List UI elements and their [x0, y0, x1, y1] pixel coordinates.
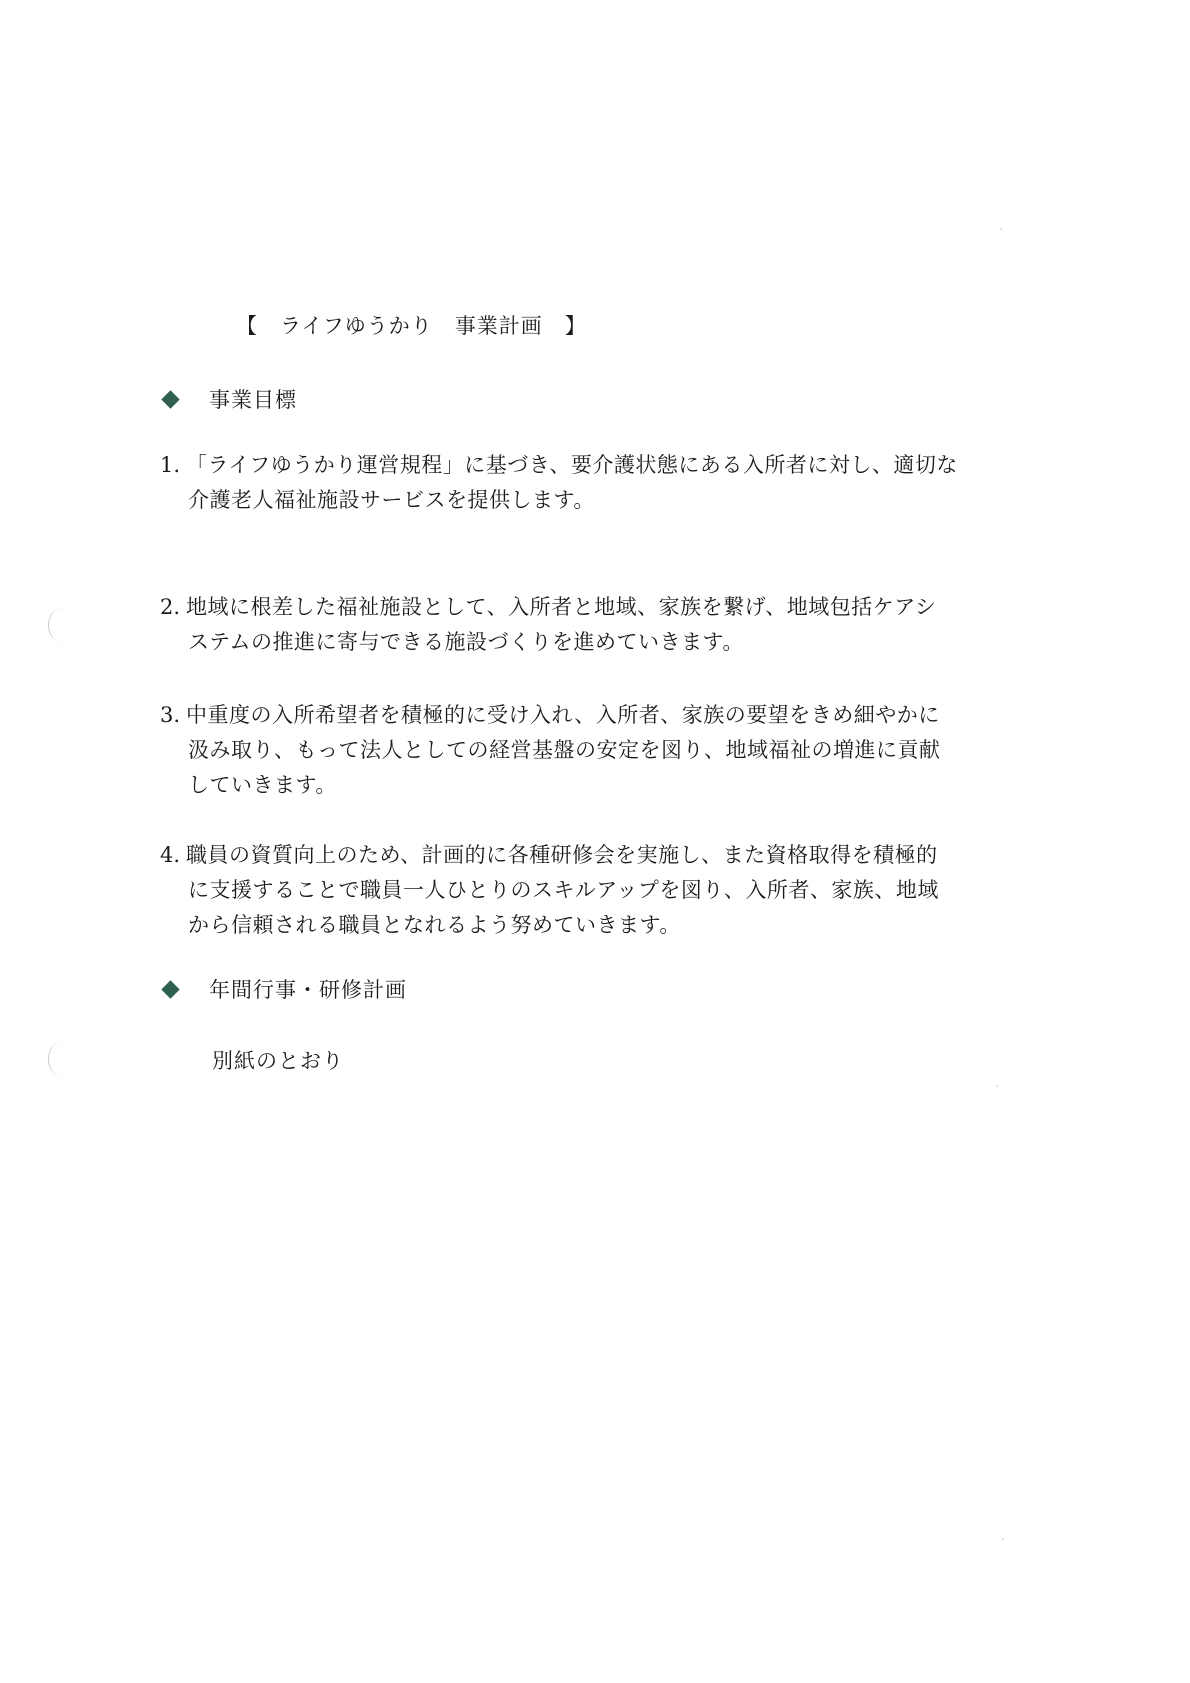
goal-line: 汲み取り、もって法人としての経営基盤の安定を図り、地域福祉の増進に貢献	[188, 738, 941, 762]
goal-line: していきます。	[188, 773, 337, 797]
scan-speck	[1000, 228, 1002, 230]
section-heading-annual-events	[160, 974, 407, 1004]
diamond-bullet-icon	[161, 390, 179, 408]
goal-line: 「ライフゆうかり運営規程」に基づき、要介護状態にある入所者に対し、適切な	[186, 453, 958, 477]
goal-line: 地域に根差した福祉施設として、入所者と地域、家族を繋げ、地域包括ケアシ	[186, 595, 937, 619]
punch-hole-mark	[48, 608, 75, 642]
scan-speck	[996, 1085, 998, 1087]
goal-line: 中重度の入所希望者を積極的に受け入れ、入所者、家族の要望をきめ細やかに	[186, 703, 940, 727]
goal-item-1	[160, 448, 1000, 518]
goal-number: 3.	[160, 703, 181, 727]
goal-item-2	[160, 590, 1000, 660]
annual-plan-note: 別紙のとおり	[212, 1049, 344, 1073]
scan-speck	[1002, 1538, 1004, 1540]
diamond-bullet-icon	[161, 980, 179, 998]
goal-item-4	[160, 838, 1000, 943]
goal-line: に支援することで職員一人ひとりのスキルアップを図り、入所者、家族、地域	[188, 878, 939, 902]
goal-line: 職員の資質向上のため、計画的に各種研修会を実施し、また資格取得を積極的	[186, 843, 938, 867]
goal-number: 2.	[160, 595, 181, 619]
goal-number: 4.	[160, 843, 181, 867]
section-heading-text: 事業目標	[209, 388, 297, 412]
goal-item-3	[160, 698, 1000, 803]
goal-line: から信頼される職員となれるよう努めていきます。	[188, 913, 681, 937]
section-heading-business-goals	[160, 384, 297, 414]
goal-line: ステムの推進に寄与できる施設づくりを進めていきます。	[188, 630, 744, 654]
goal-number: 1.	[160, 453, 181, 477]
goal-line: 介護老人福祉施設サービスを提供します。	[188, 488, 595, 512]
section-heading-text: 年間行事・研修計画	[209, 978, 407, 1002]
document-title: 【 ライフゆうかり 事業計画 】	[236, 314, 587, 338]
punch-hole-mark	[48, 1042, 75, 1076]
